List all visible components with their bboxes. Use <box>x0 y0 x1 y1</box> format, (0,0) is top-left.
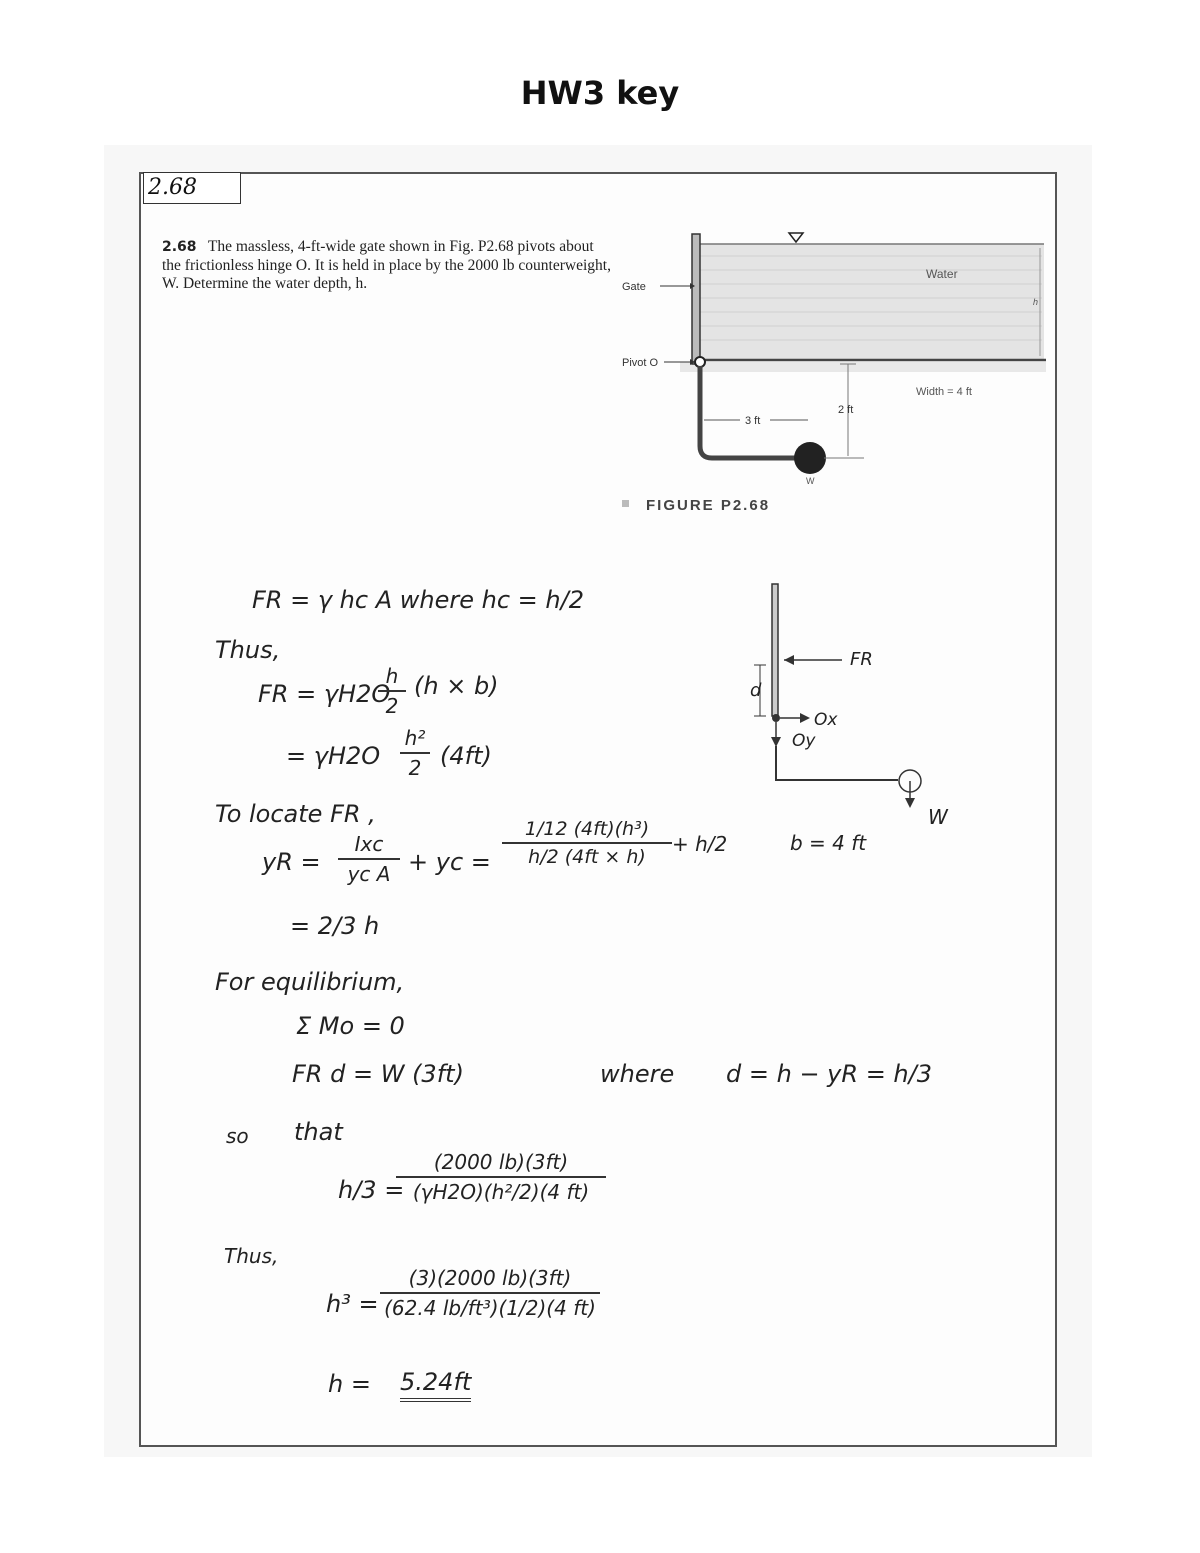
den-2: (γH2O)(h²/2)(4 ft) <box>412 1180 590 1204</box>
yr-lhs: yR = <box>262 848 321 876</box>
problem-number-box: 2.68 <box>143 172 241 204</box>
eq-fr-line3-b: (4ft) <box>440 742 492 770</box>
fbd-hinge <box>772 714 780 722</box>
den-3: (62.4 lb/ft³)(1/2)(4 ft) <box>384 1296 596 1320</box>
fbd-oy-arrowhead <box>771 737 781 747</box>
frac-h-over-2-a: h 2 <box>378 664 406 718</box>
plus-h-over-2: + h/2 <box>672 832 728 856</box>
yr-result: = 2/3 h <box>290 912 380 940</box>
sum-moments: Σ Mo = 0 <box>296 1012 405 1040</box>
pivot-label: Pivot O <box>622 357 659 369</box>
result-value <box>400 1368 471 1396</box>
ixc: Ixc <box>354 832 384 856</box>
fbd-ox-label: Ox <box>814 710 838 730</box>
h-over-3-eq: h/3 = <box>338 1176 405 1204</box>
num-2: (2000 lb)(3ft) <box>433 1150 569 1174</box>
free-surface-symbol <box>789 233 803 242</box>
fbd-ox-arrowhead <box>800 713 810 723</box>
fbd-arm <box>776 746 898 780</box>
fbd-d-label: d <box>750 680 762 701</box>
w-label: W <box>806 476 815 486</box>
dim-3ft-label: 3 ft <box>745 415 761 427</box>
eq-fr-line2-a: FR = γH2O <box>258 680 391 708</box>
to-locate: To locate FR , <box>215 800 376 828</box>
for-equilibrium: For equilibrium, <box>215 968 405 996</box>
frac-h2-over-2: h² 2 <box>400 726 430 780</box>
fbd-w-arrowhead <box>905 798 915 808</box>
figure-caption: FIGURE P2.68 <box>646 497 771 514</box>
fbd-gate <box>772 584 778 716</box>
document-title: HW3 key <box>520 74 680 112</box>
caption-bullet <box>622 500 629 507</box>
eq-fr-line3-a: = γH2O <box>286 742 381 770</box>
h-cubed-eq: h³ = <box>326 1290 379 1318</box>
plus-yc: + yc = <box>408 848 491 876</box>
where-text: where <box>600 1060 675 1088</box>
yca: yc A <box>347 862 391 886</box>
gate-label: Gate <box>622 281 646 293</box>
fbd-w-label: W <box>928 805 948 829</box>
free-body-diagram <box>750 584 949 855</box>
frac-h-cubed <box>380 1266 600 1320</box>
eq-fr-line2-b: (h × b) <box>414 672 499 700</box>
eq-resultant-force: FR = γ hc A where hc = h/2 <box>252 586 584 614</box>
figure-p2-68 <box>622 233 1046 514</box>
num-3: (3)(2000 lb)(3ft) <box>408 1266 572 1290</box>
frac-ixc-over-yca <box>338 832 400 886</box>
problem-number: 2.68 <box>162 239 197 255</box>
counterweight-ball <box>794 442 826 474</box>
num-1: 1/12 (4ft)(h³) <box>524 818 650 840</box>
fbd-fr-arrowhead <box>784 655 794 665</box>
gate-plate <box>692 234 700 364</box>
thus-1: Thus, <box>215 636 281 664</box>
thus-2: Thus, <box>224 1244 279 1268</box>
final-answer: 5.24ft <box>400 1368 471 1402</box>
water-region <box>698 244 1044 359</box>
depth-h-label: h <box>1033 297 1039 307</box>
width-label: Width = 4 ft <box>916 386 972 398</box>
frac-yr-expanded <box>502 818 672 868</box>
moment-balance: FR d = W (3ft) <box>292 1060 464 1088</box>
that-text: that <box>294 1118 343 1146</box>
fbd-oy-label: Oy <box>792 731 816 751</box>
d-equation: d = h − yR = h/3 <box>726 1060 932 1088</box>
pivot-hinge <box>695 357 705 367</box>
result-lhs: h = <box>328 1370 371 1398</box>
frac-h-solution <box>396 1150 606 1204</box>
den-1: h/2 (4ft × h) <box>528 846 646 868</box>
so-text: so <box>226 1124 249 1148</box>
problem-text: The massless, 4-ft-wide gate shown in Fig. P2.68 pivots about the frictionless hinge O. It is held in place by the 2000 lb counterweight, W. Determine the water depth, h. <box>162 238 611 292</box>
counterweight-arm <box>700 366 800 458</box>
water-label: Water <box>926 267 958 281</box>
dim-2ft-label: 2 ft <box>838 404 854 416</box>
ground <box>680 362 1046 372</box>
fbd-b-label: b = 4 ft <box>790 831 867 855</box>
fbd-fr-label: FR <box>850 649 873 670</box>
